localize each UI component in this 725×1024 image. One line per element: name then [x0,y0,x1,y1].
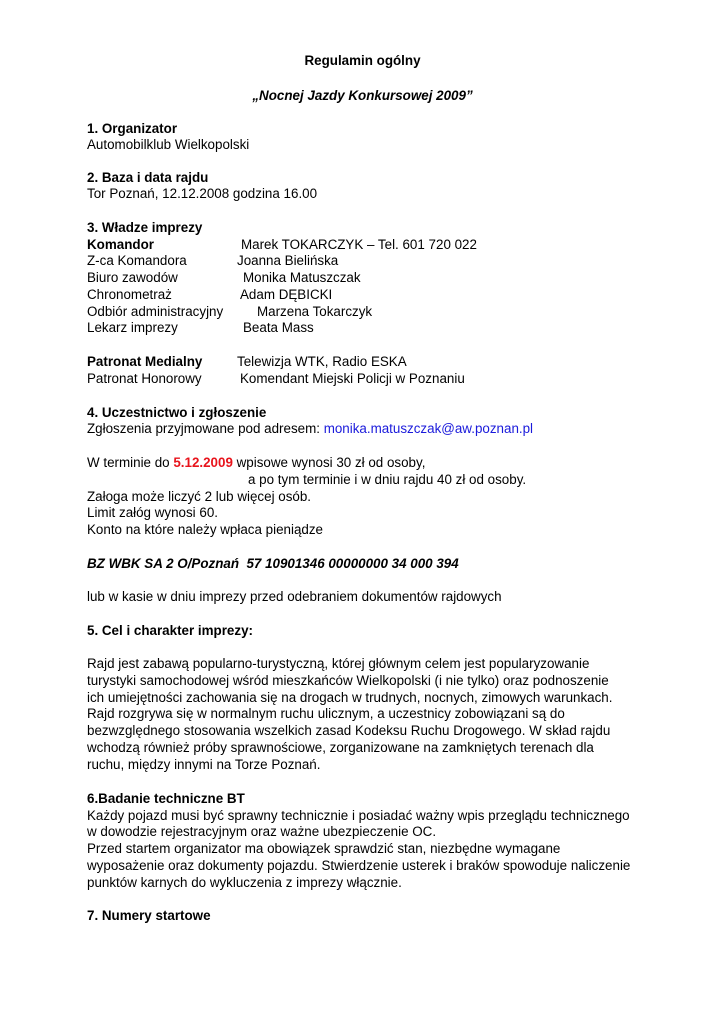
crew-size-text: Załoga może liczyć 2 lub więcej osób. [87,489,312,504]
email-link[interactable]: monika.matuszczak@aw.poznan.pl [323,421,534,436]
authority-value: Marzena Tokarczyk [257,304,373,319]
crew-limit-text: Limit załóg wynosi 60. [87,505,218,520]
fee-line [87,455,425,471]
paragraph-line: punktów karnych do wykluczenia z imprezy włącznie. [87,875,402,890]
section-1-heading: 1. Organizator [87,121,178,136]
section-4-heading: 4. Uczestnictwo i zgłoszenie [87,405,267,420]
section-5-heading: 5. Cel i charakter imprezy: [87,623,253,638]
section-7-heading: 7. Numery startowe [87,908,211,923]
deadline-date: 5.12.2009 [173,455,233,470]
authority-value: Beata Mass [243,320,314,335]
section-3-heading: 3. Władze imprezy [87,220,203,235]
paragraph-line: Rajd jest zabawą popularno-turystyczną, której głównym celem jest popularyzowanie [87,656,590,671]
paragraph-line: ich umiejętności zachowania się na drogach w trudnych, nocnych, zimowych warunkach. [87,690,613,705]
page-title: Regulamin ogólny [304,53,421,68]
fee-text-pre: W terminie do [87,455,174,470]
section-2-heading: 2. Baza i data rajdu [87,170,209,185]
authority-label: Z-ca Komandora [87,253,187,268]
section-6-heading: 6.Badanie techniczne BT [87,791,245,806]
paragraph-line: Rajd rozgrywa się w normalnym ruchu ulicznym, a uczestnicy zobowiązani są do [87,706,565,721]
authority-label: Odbiór administracyjny [87,304,224,319]
paragraph-line: wyposażenie oraz dokumenty pojazdu. Stwierdzenie usterek i braków spowoduje naliczenie [87,858,631,873]
paragraph-line: wchodzą również próby sprawnościowe, zorganizowane na zamkniętych terenach dla [87,740,594,755]
paragraph-line: turystyki samochodowej wśród mieszkańców Wielkopolski (i nie tylko) oraz podnoszenie [87,673,609,688]
authority-value: Adam DĘBICKI [240,287,333,302]
bank-account: BZ WBK SA 2 O/Poznań 57 10901346 00000000 34 000 394 [87,556,459,571]
paragraph-line: w dowodzie rejestracyjnym oraz ważne ubezpieczenie OC. [87,824,437,839]
page-subtitle: „Nocnej Jazdy Konkursowej 2009” [252,88,473,103]
patronat-medialny-label: Patronat Medialny [87,354,203,369]
patronat-medialny-value: Telewizja WTK, Radio ESKA [237,354,407,369]
section-2-text: Tor Poznań, 12.12.2008 godzina 16.00 [87,186,318,201]
paragraph-line: ruchu, między innymi na Torze Poznań. [87,757,321,772]
authority-label: Chronometraż [87,287,172,302]
fee-line-2: a po tym terminie i w dniu rajdu 40 zł od osoby. [248,472,527,487]
authority-value: Marek TOKARCZYK – Tel. 601 720 022 [241,237,477,252]
authority-label: Lekarz imprezy [87,320,178,335]
paragraph-line: Każdy pojazd musi być sprawny technicznie i posiadać ważny wpis przeglądu technicznego [87,808,630,823]
paragraph-line: Przed startem organizator ma obowiązek sprawdzić stan, niezbędne wymagane [87,841,561,856]
authority-value: Monika Matuszczak [243,270,361,285]
authority-value: Joanna Bielińska [237,253,339,268]
cash-payment-text: lub w kasie w dniu imprezy przed odebraniem dokumentów rajdowych [87,589,502,604]
patronat-honorowy-label: Patronat Honorowy [87,371,202,386]
account-text: Konto na które należy wpłaca pieniądze [87,522,323,537]
paragraph-line: bezwzględnego stosowania wszelkich zasad Kodeksu Ruchu Drogowego. W skład rajdu [87,723,611,738]
section-1-text: Automobilklub Wielkopolski [87,137,250,152]
registration-line [87,421,533,437]
patronat-honorowy-value: Komendant Miejski Policji w Poznaniu [240,371,465,386]
fee-text-post: wpisowe wynosi 30 zł od osoby, [232,455,426,470]
authority-label: Biuro zawodów [87,270,178,285]
registration-text: Zgłoszenia przyjmowane pod adresem: [87,421,324,436]
authority-label: Komandor [87,237,154,252]
